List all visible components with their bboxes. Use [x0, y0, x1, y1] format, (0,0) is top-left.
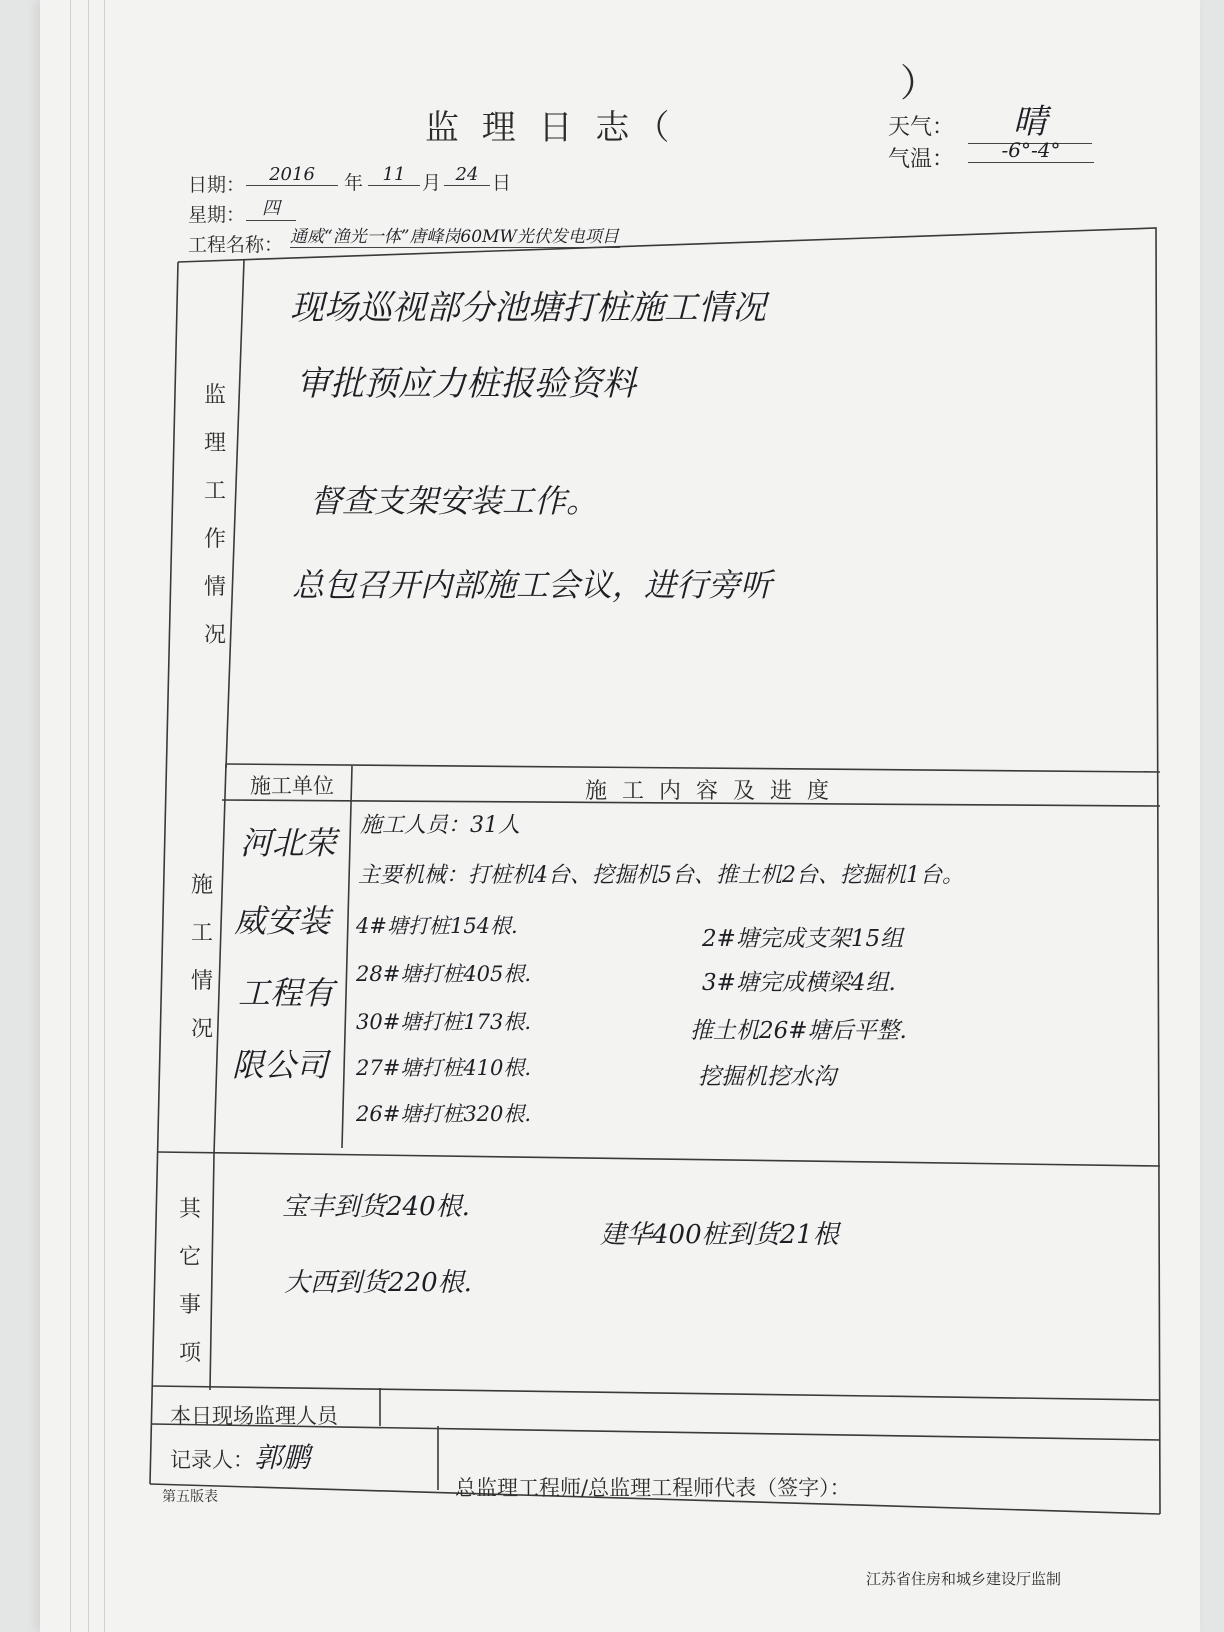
staff-label: 本日现场监理人员 — [170, 1404, 338, 1428]
supervision-line-3: 督查支架安装工作。 — [310, 482, 599, 520]
right-item: 推土机26#塘后平整. — [690, 1018, 907, 1044]
day-unit: 日 — [492, 172, 512, 194]
project-value: 通威“渔光一体”唐峰岗60MW光伏发电项目 — [290, 222, 620, 248]
other-right-item: 建华400桩到货21根 — [600, 1220, 839, 1250]
supervision-line-2: 审批预应力桩报验资料 — [296, 364, 636, 404]
other-left-item: 大西到货220根. — [284, 1268, 472, 1298]
unit-line-3: 工程有 — [238, 974, 335, 1012]
unit-line-2: 威安装 — [234, 902, 331, 940]
supervision-section-label: 监理工作情况 — [203, 383, 226, 648]
left-item: 4#塘打桩154根. — [356, 914, 518, 938]
recorder-signature: 郭鹏 — [254, 1441, 311, 1474]
unit-line-1: 河北荣 — [240, 824, 337, 862]
year-value: 2016 — [246, 164, 338, 186]
unit-line-4: 限公司 — [232, 1046, 329, 1084]
year-unit: 年 — [344, 172, 364, 194]
recorder-label: 记录人： — [170, 1448, 254, 1472]
project-label: 工程名称： — [188, 234, 284, 256]
temp-label: 气温： — [888, 147, 955, 172]
workers-count: 施工人员：31人 — [360, 813, 520, 838]
construction-section-label: 施工情况 — [190, 873, 213, 1042]
day-value: 24 — [444, 164, 490, 186]
form-title: 监 理 日 志（ — [425, 108, 676, 148]
supervision-line-4: 总包召开内部施工会议，进行旁听 — [292, 566, 773, 604]
right-item: 3#塘完成横梁4组. — [702, 970, 896, 996]
left-item: 30#塘打桩173根. — [356, 1010, 532, 1034]
weekday-label: 星期： — [188, 204, 246, 226]
date-label: 日期： — [188, 174, 246, 196]
weekday-value: 四 — [246, 194, 296, 221]
temp-value: -6°-4° — [968, 138, 1094, 163]
left-item: 28#塘打桩405根. — [356, 962, 532, 986]
machines-list: 主要机械：打桩机4台、挖掘机5台、推土机2台、挖掘机1台。 — [358, 863, 964, 888]
issuer-label: 江苏省住房和城乡建设厅监制 — [866, 1570, 1062, 1588]
edition-label: 第五版表 — [162, 1489, 218, 1505]
left-item: 27#塘打桩410根. — [356, 1056, 532, 1080]
other-section-label: 其它事项 — [178, 1197, 201, 1366]
month-unit: 月 — [422, 172, 442, 194]
title-close-paren: ） — [900, 61, 939, 105]
left-item: 26#塘打桩320根. — [356, 1102, 532, 1126]
other-left-item: 宝丰到货240根. — [282, 1192, 470, 1222]
unit-header: 施工单位 — [250, 774, 334, 798]
right-item: 挖掘机挖水沟 — [698, 1064, 836, 1090]
chief-engineer-label: 总监理工程师/总监理工程师代表（签字）： — [455, 1476, 851, 1500]
right-item: 2#塘完成支架15组 — [702, 926, 904, 952]
weather-label: 天气： — [888, 115, 955, 140]
supervision-line-1: 现场巡视部分池塘打桩施工情况 — [290, 288, 766, 328]
month-value: 11 — [368, 164, 420, 186]
weather-value: 晴 — [968, 94, 1092, 144]
content-header: 施 工 内 容 及 进 度 — [585, 779, 833, 804]
